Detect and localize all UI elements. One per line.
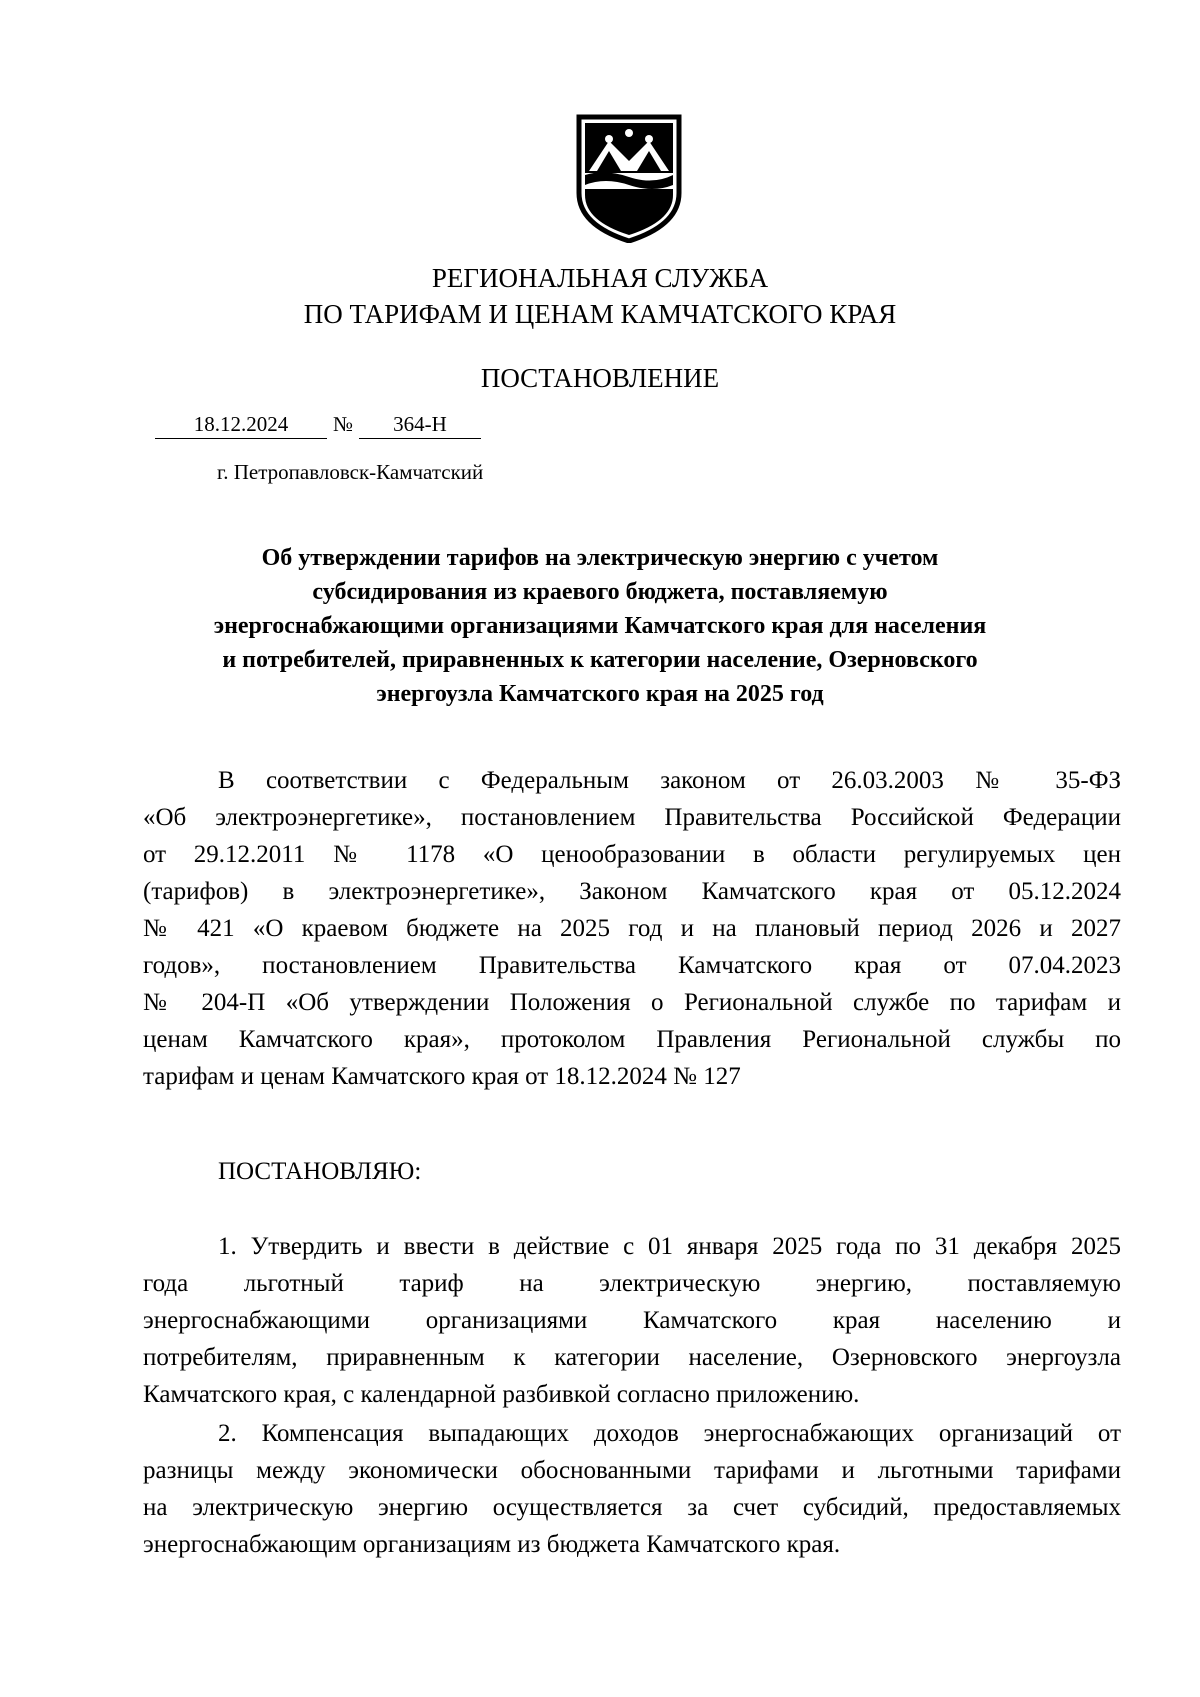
preamble-line: тарифам и ценам Камчатского края от 18.12.2024 № 127 [143,1063,741,1090]
item-1-line: потребителям, приравненным к категории население, Озерновского энергоузла [143,1344,1121,1371]
document-number: 364-Н [359,410,481,439]
item-1-line: года льготный тариф на электрическую энергию, поставляемую [143,1270,1121,1297]
title-line: энергоузла Камчатского края на 2025 год [376,681,824,707]
item-1-line: энергоснабжающими организациями Камчатского края населению и [143,1307,1121,1334]
preamble-line: (тарифов) в электроэнергетике», Законом Камчатского края от 05.12.2024 [143,878,1121,905]
decree-word: ПОСТАНОВЛЯЮ: [218,1158,422,1185]
number-sign: № [332,412,354,436]
title-line: энергоснабжающими организациями Камчатского края для населения [213,613,987,639]
item-2-line: энергоснабжающим организациям из бюджета Камчатского края. [143,1531,841,1558]
agency-name-line-2: ПО ТАРИФАМ И ЦЕНАМ КАМЧАТСКОГО КРАЯ [303,299,897,329]
title-line: Об утверждении тарифов на электрическую энергию с учетом [261,545,939,571]
item-2-line: разницы между экономически обоснованными тарифами и льготными тарифами [143,1457,1121,1484]
preamble-line: ценам Камчатского края», протоколом Правления Региональной службы по [143,1026,1121,1053]
city-name: г. Петропавловск-Камчатский [217,460,484,484]
item-2-paragraph [143,1415,1121,1563]
item-1-line: 1. Утвердить и ввести в действие с 01 января 2025 года по 31 декабря 2025 [218,1233,1121,1260]
item-1-paragraph [143,1228,1121,1413]
preamble-line: «Об электроэнергетике», постановлением Правительства Российской Федерации [143,804,1121,831]
item-2-line: 2. Компенсация выпадающих доходов энергоснабжающих организаций от [218,1420,1121,1447]
preamble-line: от 29.12.2011 № 1178 «О ценообразовании в области регулируемых цен [143,841,1121,868]
preamble-line: годов», постановлением Правительства Камчатского края от 07.04.2023 [143,952,1121,979]
document-date: 18.12.2024 [155,410,327,439]
kamchatka-coat-of-arms-icon [575,113,683,243]
document-title [0,541,1200,711]
preamble-line: № 204-П «Об утверждении Положения о Региональной службе по тарифам и [143,989,1121,1016]
preamble-line: № 421 «О краевом бюджете на 2025 год и на плановый период 2026 и 2027 [143,915,1121,942]
document-type: ПОСТАНОВЛЕНИЕ [480,363,720,393]
item-2-line: на электрическую энергию осуществляется за счет субсидий, предоставляемых [143,1494,1121,1521]
agency-name-line-1: РЕГИОНАЛЬНАЯ СЛУЖБА [431,263,769,293]
preamble-paragraph [143,762,1121,1095]
title-line: и потребителей, приравненных к категории население, Озерновского [222,647,978,673]
item-1-line: Камчатского края, с календарной разбивкой согласно приложению. [143,1381,860,1408]
preamble-line: В соответствии с Федеральным законом от 26.03.2003 № 35-ФЗ [218,767,1121,794]
title-line: субсидирования из краевого бюджета, поставляемую [312,579,888,605]
